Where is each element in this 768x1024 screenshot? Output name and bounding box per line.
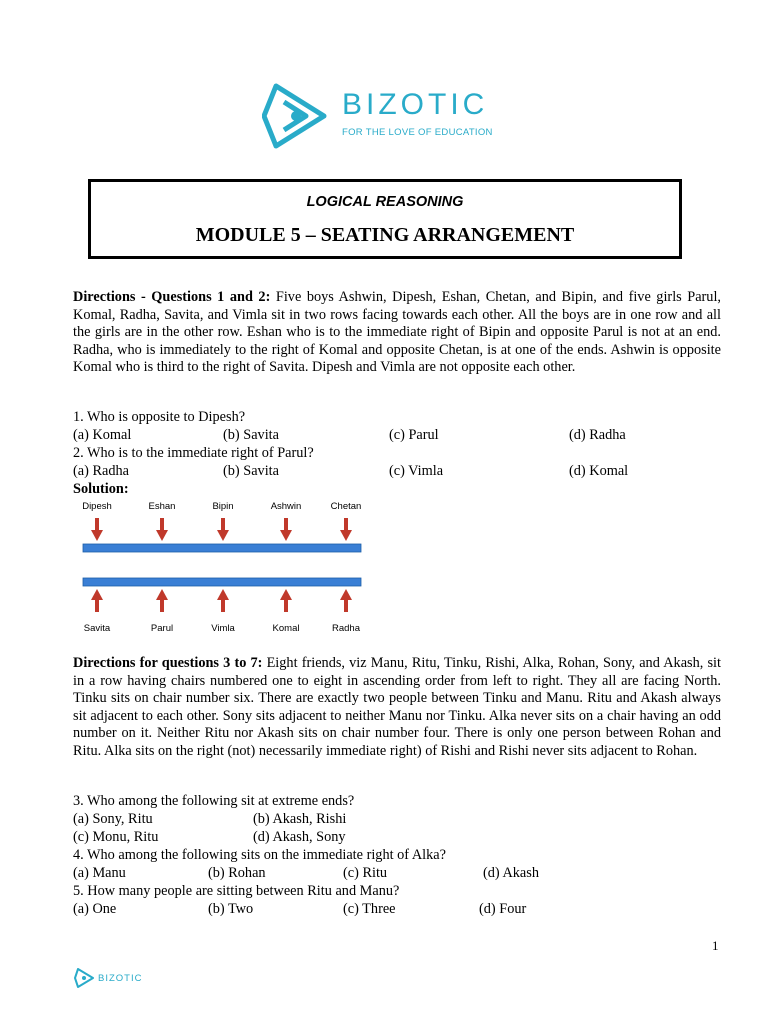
page-number: 1 [712,938,719,953]
top-row-name: Eshan [148,501,176,512]
down-arrow-shaft [221,518,225,532]
option: (b) Savita [223,427,279,443]
bottom-row-name: Vimla [211,623,235,634]
question-2: 2. Who is to the immediate right of Parul? [73,445,314,461]
question-3-options-row1 [73,810,721,828]
option: (a) Manu [73,865,126,881]
option: (d) Akash, Sony [253,829,346,845]
question-1-options [73,426,721,444]
down-arrow-head [91,530,103,541]
brand-tagline: FOR THE LOVE OF EDUCATION [342,127,493,138]
option: (d) Akash [483,865,539,881]
option: (a) Komal [73,427,132,443]
question-5-options [73,900,721,918]
solution-label: Solution: [73,481,129,497]
option: (c) Vimla [389,463,444,479]
footer-brand-name: BIZOTIC [98,973,143,984]
module-title: MODULE 5 – SEATING ARRANGEMENT [195,224,575,246]
question-4: 4. Who among the following sits on the immediate right of Alka? [73,847,446,863]
bottom-row-name: Radha [332,623,360,634]
option: (b) Rohan [208,865,266,881]
option: (b) Two [208,901,254,917]
seating-diagram [73,496,373,638]
directions-q3-7 [73,655,721,761]
down-arrow-head [156,530,168,541]
option: (d) Komal [569,463,629,479]
question-3-options-row2 [73,828,721,846]
down-arrow-head [340,530,352,541]
up-arrow-shaft [95,598,99,612]
option: (a) Radha [73,463,129,479]
bottom-row-bar [83,578,361,586]
question-1: 1. Who is opposite to Dipesh? [73,409,246,425]
top-row-bar [83,544,361,552]
top-row-name: Ashwin [270,501,302,512]
directions-label: Directions for questions 3 to 7: [73,655,263,671]
question-5: 5. How many people are sitting between Ritu and Manu? [73,883,400,899]
down-arrow-shaft [344,518,348,532]
option: (c) Three [343,901,396,917]
top-row-name: Dipesh [82,501,112,512]
directions-text: Eight friends, viz Manu, Ritu, Tinku, Rishi, Alka, Rohan, Sony, and Akash, sit in a row having chairs numbered one to eight in ascending order from left to right. They all are facing North. Tinku sits on chair number six. There are exactly two people between Tinku and Manu. Ritu and Akash always sit adjacent to each other. Sony sits adjacent to neither Manu nor Tinku. Alka never sits on a chair having an odd number on it. Neither Ritu nor Akash sits on chair number four. There is only one person between Rohan and Ritu. Alka sits on the right (not) necessarily immediate right) of Rishi and Rishi never sits adjacent to Rohan. [73,655,721,759]
option: (d) Four [479,901,527,917]
bottom-row-name: Savita [83,623,111,634]
top-row-name: Bipin [212,501,234,512]
down-arrow-head [280,530,292,541]
footer-logo-icon [74,966,154,990]
bottom-row-name: Parul [150,623,174,634]
down-arrow-shaft [160,518,164,532]
option: (b) Akash, Rishi [253,811,347,827]
brand-name: BIZOTIC [342,88,489,121]
directions-text: Five boys Ashwin, Dipesh, Eshan, Chetan, and Bipin, and five girls Parul, Komal, Radha, Savita, and Vimla sit in two rows facing towards each other. All the boys are in one row and all the girls are in the other row. Eshan who is to the immediate right of Bipin and opposite Parul is not at an end. Radha, who is immediately to the right of Komal and opposite Chetan, is at one of the ends. Ashwin is opposite Komal who is third to the right of Savita. Dipesh and Vimla are not opposite each other. [73,289,722,376]
option: (a) One [73,901,117,917]
option: (d) Radha [569,427,626,443]
option: (a) Sony, Ritu [73,811,153,827]
module-subject: LOGICAL REASONING [306,194,464,210]
up-arrow-shaft [284,598,288,612]
up-arrow-shaft [344,598,348,612]
question-4-options [73,864,721,882]
down-arrow-shaft [284,518,288,532]
directions-q1-2 [73,289,721,377]
option: (c) Ritu [343,865,388,881]
bottom-row-name: Komal [272,623,300,634]
up-arrow-shaft [160,598,164,612]
option: (c) Parul [389,427,439,443]
down-arrow-head [217,530,229,541]
down-arrow-shaft [95,518,99,532]
option: (b) Savita [223,463,279,479]
question-2-options [73,462,721,480]
up-arrow-shaft [221,598,225,612]
question-3: 3. Who among the following sit at extreme ends? [73,793,355,809]
top-row-name: Chetan [330,501,362,512]
option: (c) Monu, Ritu [73,829,159,845]
directions-label: Directions - Questions 1 and 2: [73,289,271,305]
title-box [88,179,682,259]
